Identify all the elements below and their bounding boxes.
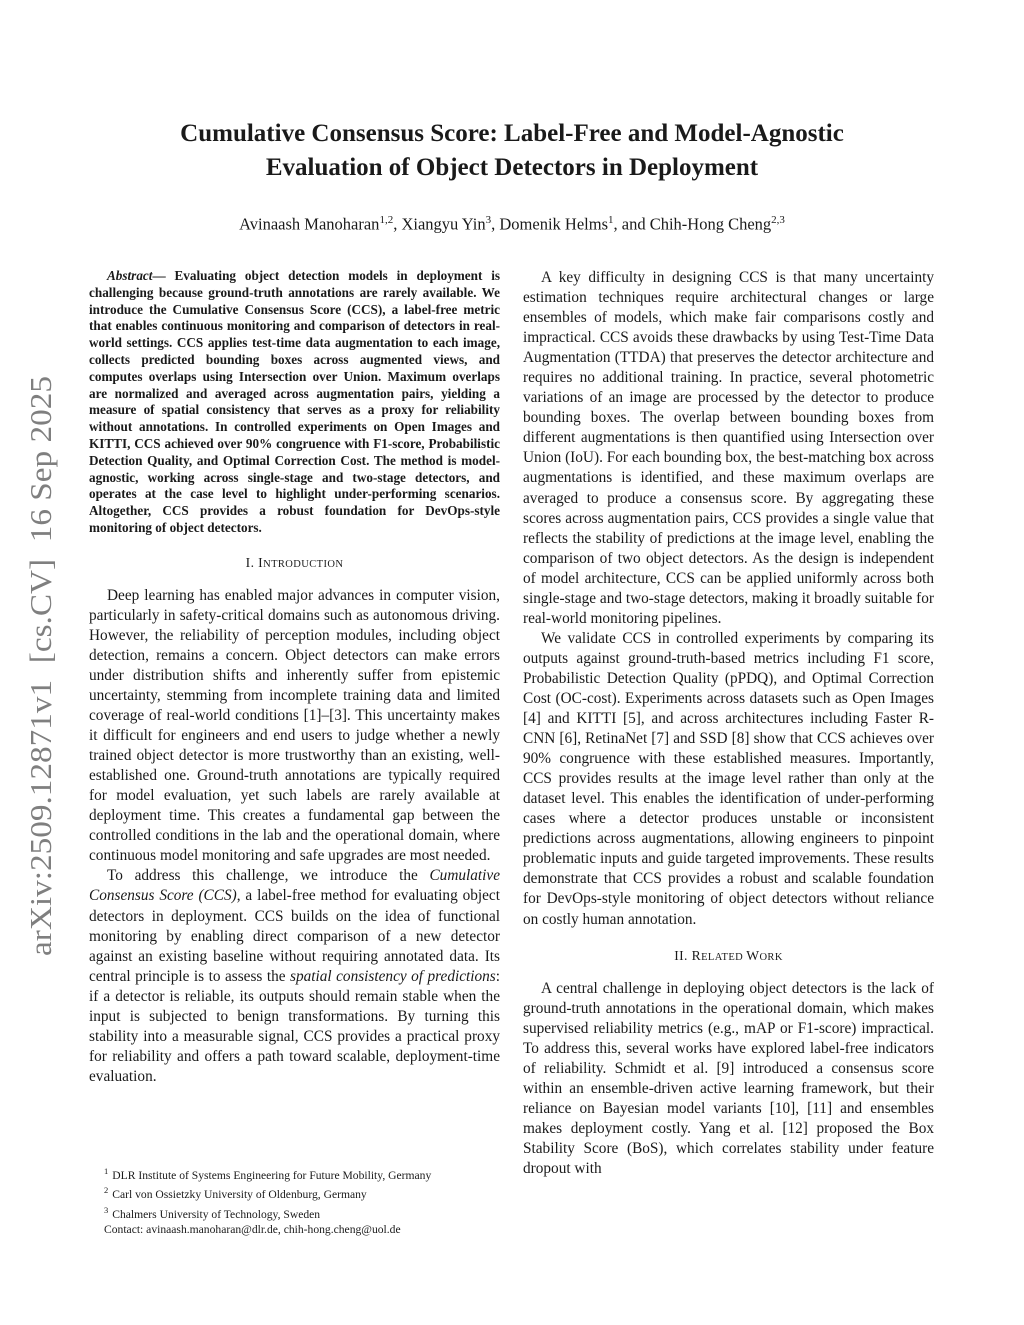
- section-numeral: I.: [245, 554, 259, 570]
- section-small-caps: ELATED: [701, 951, 747, 963]
- author-separator: ,: [393, 214, 402, 234]
- footnote-item: [104, 1203, 504, 1222]
- section-initial: R: [691, 947, 702, 963]
- footnotes: [104, 1164, 504, 1238]
- arxiv-identifier: arXiv:2509.12871v1 [cs.CV] 16 Sep 2025: [24, 423, 58, 956]
- section-numeral: II.: [674, 947, 692, 963]
- intro-paragraph-1: Deep learning has enabled major advances in computer vision, particularly in safety-critical domains such as autonomous driving. However, the reliability of perception modules, including object detection, remains a concern. Object detectors can make errors under distribution shifts and inherently suffer from epistemic uncertainty, stemming from incomplete training data and limited coverage of real-world conditions [1]–[3]. This uncertainty makes it difficult for engineers and end users to judge whether a newly trained object detector is more trustworthy than an existing, well-established one. Ground-truth annotations are typically required for model evaluation, yet such labels are rarely available at deployment time. This creates a fundamental gap between the controlled conditions in the lab and the operational domain, where continuous model monitoring and safe upgrades are most needed.: [89, 586, 500, 865]
- abstract-label: Abstract: [107, 268, 153, 283]
- intro-p2-text: , a label-free method for evaluating object detectors in deployment. CCS builds on the idea of functional monitoring by enabling direct comparison of a new detector against an existing baseline without requiring annotated data. Its central principle is to assess the: [89, 887, 500, 985]
- footnote-item: [104, 1183, 504, 1202]
- section-initial: W: [746, 947, 760, 963]
- footnote-text: Chalmers University of Technology, Sweden: [112, 1207, 321, 1221]
- abstract-dash: —: [152, 268, 175, 283]
- intro-p2-text: : if a detector is reliable, its outputs should remain stable when the input is subjected to benign transformations. By turning this stability into a measurable signal, CCS provides a practical proxy for reliability and offers a path toward scalable, deployment-time evaluation.: [89, 967, 501, 1085]
- author-separator: , and: [613, 214, 650, 234]
- author-affiliation: 1: [608, 214, 614, 226]
- left-column: [89, 268, 500, 1087]
- right-column: [523, 268, 934, 1179]
- author-affiliation: 2,3: [771, 214, 785, 226]
- section-initial: I: [258, 554, 264, 570]
- author-list: [100, 208, 924, 237]
- arxiv-stamp-svg: [0, 366, 68, 966]
- intro-paragraph-2: [89, 866, 500, 1087]
- footnote-text: Carl von Ossietzky University of Oldenburg, Germany: [112, 1188, 367, 1202]
- author-name: Xiangyu Yin: [401, 214, 486, 234]
- right-paragraph-1: A key difficulty in designing CCS is that many uncertainty estimation techniques require architectural changes or large ensembles of models, which make fair comparisons costly and impractical. CCS avoids these drawbacks by using Test-Time Data Augmentation (TTDA) that preserves the detector architecture and requires no additional training. In practice, several photometric variations of an image are processed by the detector to produce bounding boxes. The overlap between bounding boxes from different augmentations is then quantified using Intersection over Union (IoU). For each bounding box, the best-matching box across augmentations is identified, and these maximum overlaps are averaged to produce a consensus score. By aggregating these scores across augmentation pairs, CCS provides a single value that reflects the stability of predictions at the image level, enabling the comparison of two object detectors. As the design is independent of model architecture, CCS can be applied uniformly across both single-stage and two-stage detectors, making it broadly suitable for real-world monitoring pipelines.: [523, 269, 934, 627]
- intro-p2-emphasis: Cumulative Consensus Score (CCS): [89, 867, 500, 905]
- abstract-text: Evaluating object detection models in deployment is challenging because ground-truth annotations are rarely available. We introduce the Cumulative Consensus Score (CCS), a label-free metric that enables continuous monitoring and comparison of detectors in real-world settings. CCS applies test-time data augmentation to each image, collects predicted bounding boxes across augmented views, and computes overlaps using Intersection over Union. Maximum overlaps are normalized and averaged across augmentation pairs, yielding a measure of spatial consistency that serves as a proxy for reliability without annotations. In controlled experiments on Open Images and KITTI, CCS achieved over 90% congruence with F1-score, Probabilistic Detection Quality, and Optimal Correction Cost. The method is model-agnostic, working across single-stage and two-stage detectors, and operates at the case level to highlight under-performing scenarios. Altogether, CCS provides a robust foundation for DevOps-style monitoring of object detectors.: [89, 268, 501, 535]
- footnote-text: DLR Institute of Systems Engineering for Future Mobility, Germany: [112, 1168, 432, 1182]
- section-heading-related-work: [523, 947, 934, 967]
- abstract: [89, 268, 500, 537]
- arxiv-sidebar-stamp: [0, 366, 68, 966]
- title-line-2: Evaluation of Object Detectors in Deployment: [265, 154, 759, 181]
- intro-p2-emphasis: spatial consistency of predictions: [290, 967, 496, 985]
- title-line-1: Cumulative Consensus Score: Label-Free and Model-Agnostic: [180, 120, 844, 147]
- section-heading-introduction: [89, 554, 500, 574]
- author-name: Avinaash Manoharan: [239, 214, 380, 234]
- footnote-item: [104, 1164, 504, 1183]
- intro-p2-text: To address this challenge, we introduce the: [107, 867, 430, 885]
- footnote-mark: 1: [104, 1166, 109, 1176]
- author-name: Chih-Hong Cheng: [649, 214, 772, 234]
- right-paragraph-3: A central challenge in deploying object detectors is the lack of ground-truth annotations in the operational domain, which makes supervised reliability metrics (e.g., mAP or F1-score) impractical. To address this, several works have explored label-free indicators of reliability. Schmidt et al. [9] introduced a consensus score within an ensemble-driven active learning framework, but their reliance on Bayesian model variants [10], [11] and ensembles makes deployment costly. Yang et al. [12] proposed the Box Stability Score (BoS), which correlates stability under feature dropout with: [523, 979, 934, 1177]
- contact-line: Contact: avinaash.manoharan@dlr.de, chih-hong.cheng@uol.de: [104, 1223, 401, 1237]
- author-affiliation: 1,2: [379, 214, 394, 226]
- author-name: Domenik Helms: [499, 214, 608, 234]
- paper-title: [100, 117, 924, 185]
- author-affiliation: 3: [485, 214, 492, 226]
- author-separator: ,: [491, 214, 500, 234]
- section-small-caps: ORK: [759, 951, 783, 963]
- footnote-mark: 3: [104, 1204, 109, 1215]
- right-paragraph-2: We validate CCS in controlled experiments by comparing its outputs against ground-truth-based metrics including F1 score, Probabilistic Detection Quality (pPDQ), and Optimal Correction Cost (OC-cost). Experiments across datasets such as Open Images [4] and KITTI [5], and across architectures including Faster R-CNN [6], RetinaNet [7] and SSD [8] show that CCS achieves over 90% congruence with these established measures. Importantly, CCS provides results at the image level rather than only at the dataset level. This enables the identification of under-performing cases where a detector produces unstable or inconsistent predictions across augmentations, allowing engineers to pinpoint problematic inputs and guide targeted improvements. These results demonstrate that CCS provides a robust and scalable foundation for DevOps-style monitoring of object detectors without reliance on costly human annotation.: [523, 629, 934, 928]
- section-small-caps: NTRODUCTION: [263, 558, 344, 570]
- footnote-mark: 2: [104, 1185, 109, 1196]
